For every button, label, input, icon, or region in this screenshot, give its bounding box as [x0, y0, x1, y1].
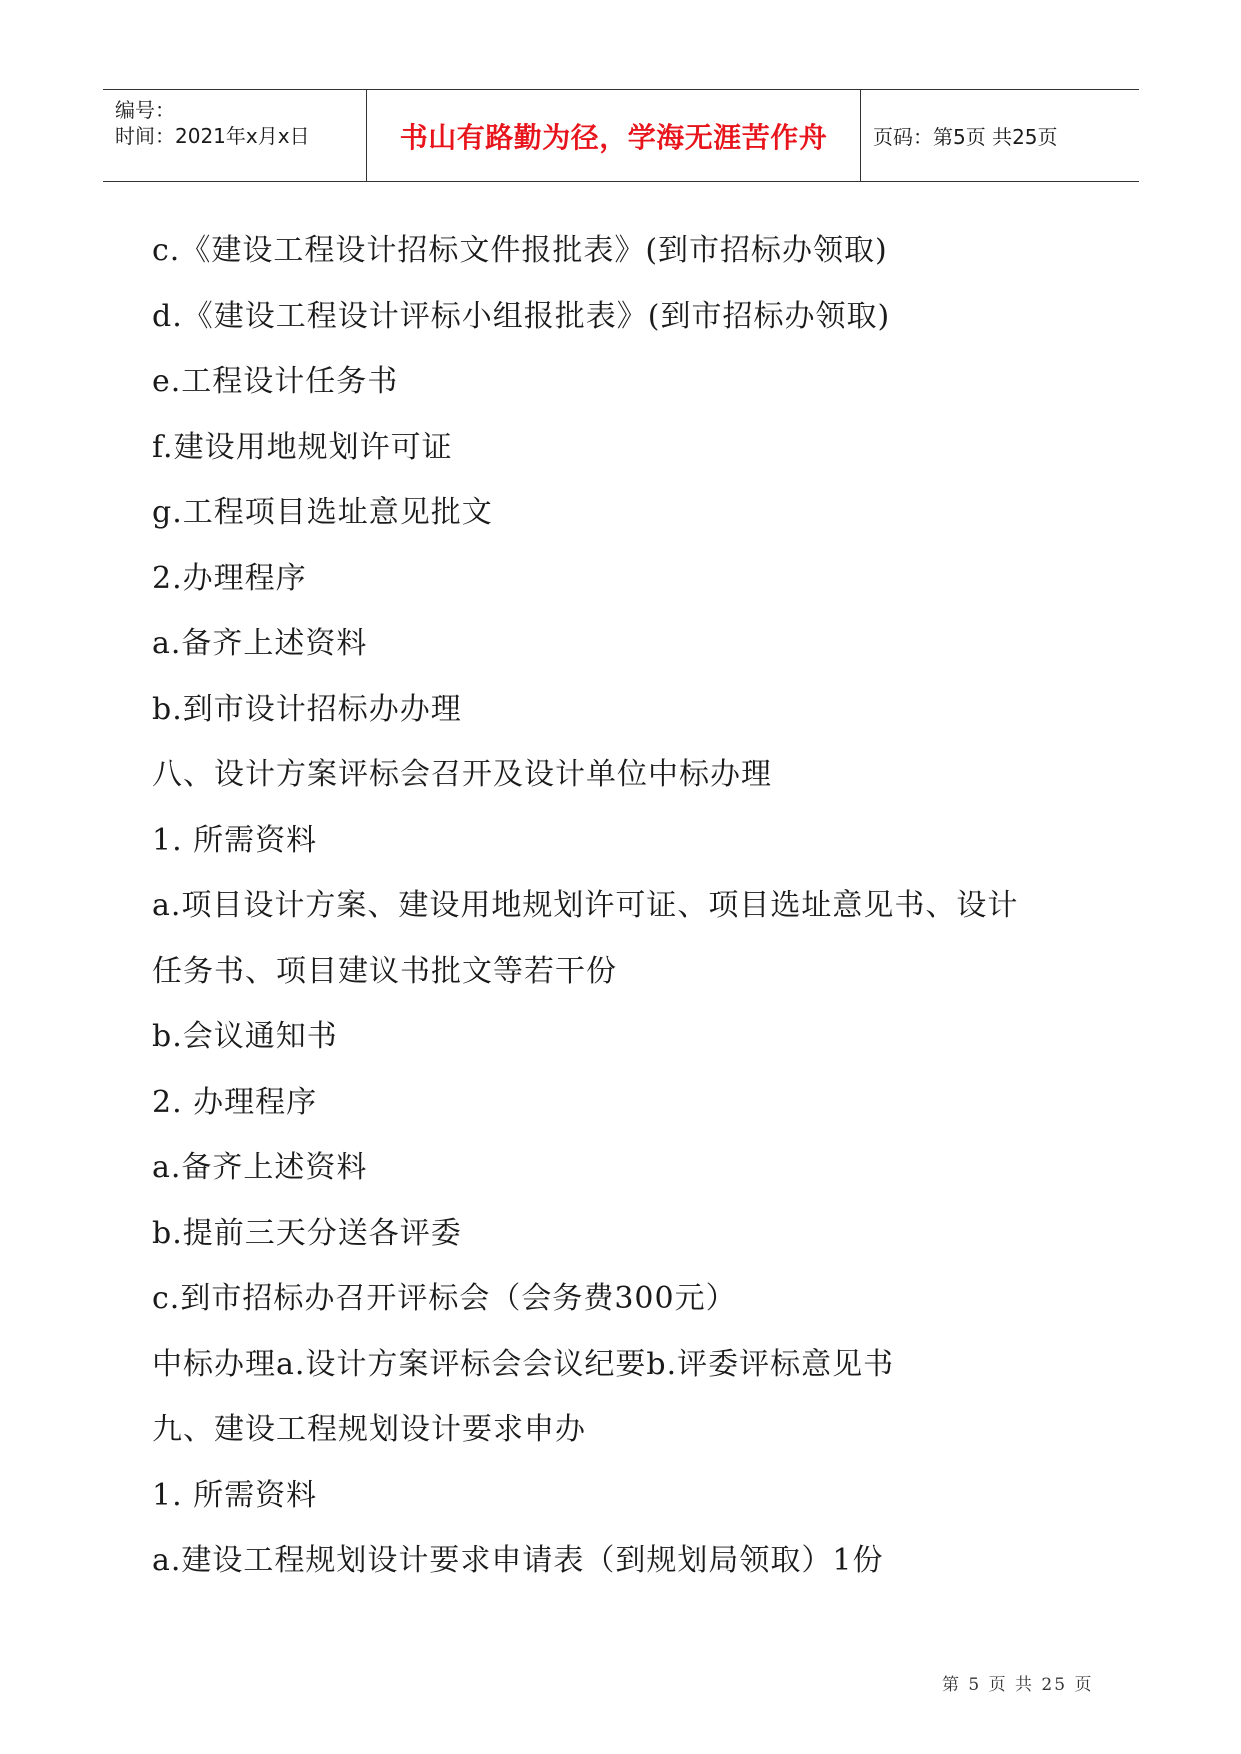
page-footer: 第 5 页 共 25 页	[942, 1675, 1094, 1695]
page-header	[103, 89, 1139, 182]
body-line: a.备齐上述资料	[152, 1150, 368, 1185]
header-motto-cell	[367, 90, 861, 181]
header-page-info: 页码：第5页 共25页	[873, 125, 1058, 149]
document-number-label: 编号：	[115, 98, 175, 122]
header-meta-cell	[103, 90, 367, 181]
section-heading: 九、建设工程规划设计要求申办	[152, 1412, 586, 1447]
body-line: 任务书、项目建议书批文等若干份	[152, 953, 617, 989]
body-line: f.建设用地规划许可证	[152, 429, 453, 465]
body-line: a.建设工程规划设计要求申请表（到规划局领取）1份	[152, 1543, 884, 1578]
document-time-label: 时间：2021年x月x日	[115, 124, 310, 148]
body-line: c.《建设工程设计招标文件报批表》(到市招标办领取)	[152, 233, 888, 268]
body-line: b.会议通知书	[152, 1019, 338, 1054]
document-body	[152, 218, 1092, 1594]
body-line: e.工程设计任务书	[152, 364, 399, 399]
body-line: 1. 所需资料	[152, 1477, 318, 1513]
body-line: b.提前三天分送各评委	[152, 1215, 462, 1251]
body-line: c.到市招标办召开评标会（会务费300元）	[152, 1281, 737, 1316]
body-line: a.项目设计方案、建设用地规划许可证、项目选址意见书、设计	[152, 888, 1019, 923]
section-heading: 八、设计方案评标会召开及设计单位中标办理	[152, 757, 772, 792]
body-line: d.《建设工程设计评标小组报批表》(到市招标办领取)	[152, 298, 891, 334]
header-motto: 书山有路勤为径，学海无涯苦作舟	[399, 120, 828, 154]
body-line: b.到市设计招标办办理	[152, 691, 462, 727]
body-line: g.工程项目选址意见批文	[152, 495, 493, 530]
body-line: 2.办理程序	[152, 560, 307, 596]
body-line: a.备齐上述资料	[152, 626, 368, 661]
body-line: 1. 所需资料	[152, 822, 318, 858]
body-line: 中标办理a.设计方案评标会会议纪要b.评委评标意见书	[152, 1346, 895, 1382]
body-line: 2. 办理程序	[152, 1084, 318, 1120]
header-page-cell	[861, 90, 1139, 181]
